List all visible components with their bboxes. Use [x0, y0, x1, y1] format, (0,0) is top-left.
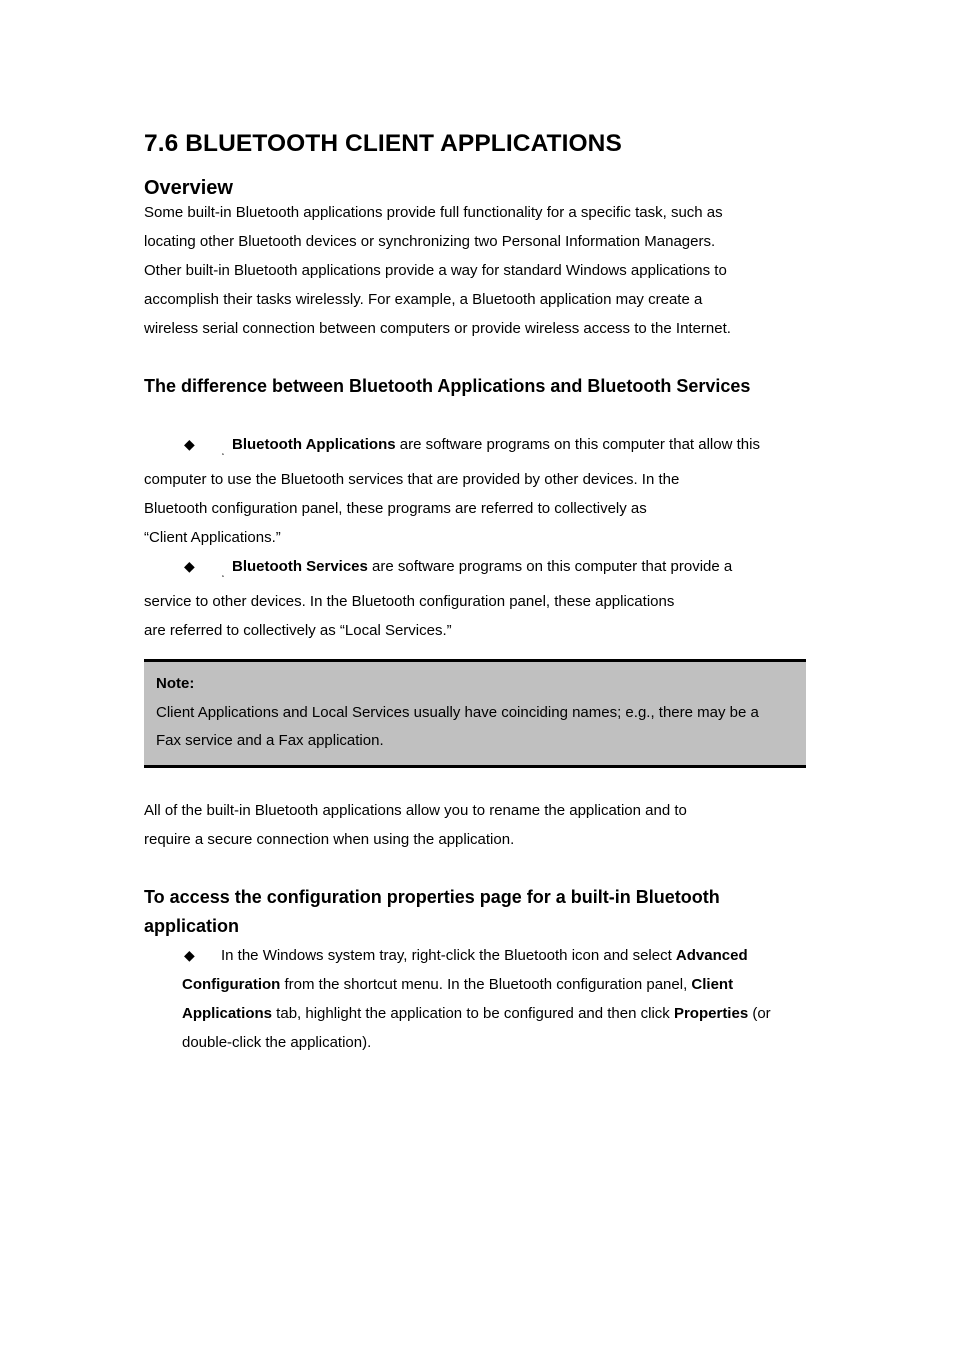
text-span: (or: [748, 1004, 771, 1022]
term-applications: Applications: [182, 1004, 273, 1022]
text-line: service to other devices. In the Bluetooth configuration panel, these applications: [144, 593, 675, 610]
text-line: require a secure connection when using the application.: [144, 830, 515, 848]
text-line: “Client Applications.”: [144, 529, 281, 546]
note-line: Fax service and a Fax application.: [156, 732, 384, 749]
note-box: [144, 659, 806, 768]
term-configuration: Configuration: [182, 975, 281, 993]
term-bluetooth-applications: Bluetooth Applications: [232, 436, 396, 453]
difference-heading: The difference between Bluetooth Applications and Bluetooth Services: [144, 376, 751, 396]
text-line: locating other Bluetooth devices or synchronizing two Personal Information Managers.: [144, 233, 716, 250]
text-line: are referred to collectively as “Local Services.”: [144, 622, 452, 639]
tick-mark: ˛: [222, 445, 225, 455]
overview-heading: Overview: [144, 177, 233, 199]
text-line: All of the built-in Bluetooth applications allow you to rename the application and to: [144, 801, 687, 819]
difference-list: [144, 430, 824, 645]
note-line: Client Applications and Local Services usually have coinciding names; e.g., there may be a: [156, 703, 759, 721]
access-bullet-item: [144, 941, 824, 1057]
text-line: [182, 970, 824, 999]
document-page: [144, 127, 824, 1057]
bullet-diamond-icon: ◆: [184, 436, 195, 452]
bullet-item-applications: [144, 430, 824, 465]
text-line: Some built-in Bluetooth applications provide full functionality for a specific task, such as: [144, 204, 723, 221]
note-label: [156, 670, 806, 699]
text-line: [182, 941, 824, 970]
text-span: from the shortcut menu. In the Bluetooth configuration panel,: [280, 975, 692, 993]
access-heading: [144, 883, 824, 941]
heading-line: To access the configuration properties page for a built-in Bluetooth: [144, 886, 720, 907]
text-line: wireless serial connection between computers or provide wireless access to the Internet.: [144, 320, 731, 337]
bullet-diamond-icon: ◆: [184, 558, 195, 574]
page-title: 7.6 BLUETOOTH CLIENT APPLICATIONS: [144, 130, 622, 157]
term-client: Client: [691, 975, 734, 993]
term-properties: Properties: [673, 1004, 749, 1022]
bullet-diamond-icon: ◆: [184, 946, 195, 963]
text-span: are software programs on this computer that allow this: [395, 436, 760, 453]
text-span: are software programs on this computer that provide a: [367, 558, 733, 575]
heading-line: application: [144, 915, 240, 936]
text-span: tab, highlight the application to be configured and then click: [272, 1004, 674, 1022]
text-line: double-click the application).: [182, 1033, 372, 1051]
term-advanced: Advanced: [675, 946, 748, 964]
text-line: accomplish their tasks wirelessly. For example, a Bluetooth application may create a: [144, 291, 703, 308]
overview-paragraph: [144, 198, 824, 343]
rename-paragraph: [144, 796, 824, 854]
text-line: [182, 999, 824, 1028]
text-line: Other built-in Bluetooth applications provide a way for standard Windows applications to: [144, 262, 727, 279]
text-line: computer to use the Bluetooth services that are provided by other devices. In the: [144, 471, 680, 488]
tick-mark: ˛: [222, 567, 225, 577]
text-line: Bluetooth configuration panel, these programs are referred to collectively as: [144, 500, 647, 517]
term-bluetooth-services: Bluetooth Services: [232, 558, 368, 575]
note-label-text: Note:: [156, 675, 195, 692]
text-span: In the Windows system tray, right-click the Bluetooth icon and select: [221, 946, 676, 964]
bullet-item-services: [144, 552, 824, 587]
